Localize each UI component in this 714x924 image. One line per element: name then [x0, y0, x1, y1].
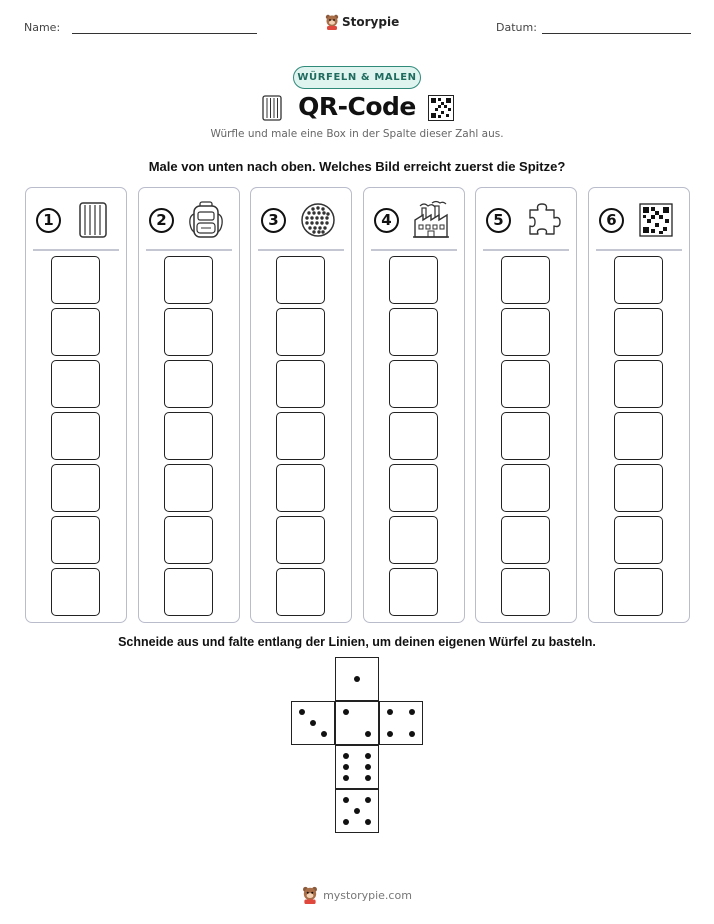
paint-box[interactable]	[164, 308, 213, 356]
paint-box[interactable]	[389, 516, 438, 564]
footer-url[interactable]: mystorypie.com	[323, 888, 412, 902]
instruction-text: Male von unten nach oben. Welches Bild erreicht zuerst die Spitze?	[148, 159, 566, 174]
column-number: 2	[149, 208, 174, 233]
backpack-icon	[187, 200, 225, 240]
paint-box[interactable]	[276, 308, 325, 356]
die-face-1	[335, 657, 379, 701]
paint-box[interactable]	[501, 464, 550, 512]
die-pip	[365, 819, 371, 825]
paint-box[interactable]	[51, 256, 100, 304]
column-number: 5	[486, 208, 511, 233]
date-line[interactable]	[542, 33, 691, 34]
paint-box[interactable]	[389, 568, 438, 616]
paint-box[interactable]	[501, 412, 550, 460]
paint-box[interactable]	[614, 568, 663, 616]
column-2	[138, 187, 240, 623]
column-header	[589, 188, 689, 250]
die-pip	[343, 764, 349, 770]
column-1	[25, 187, 127, 623]
page-title: QR-Code	[298, 92, 416, 121]
column-header	[476, 188, 576, 250]
column-divider	[146, 249, 232, 251]
paint-box[interactable]	[51, 568, 100, 616]
paint-box[interactable]	[51, 308, 100, 356]
column-header	[139, 188, 239, 250]
rolled-paper-icon	[74, 200, 112, 240]
factory-icon	[412, 200, 450, 240]
column-header	[364, 188, 464, 250]
paint-box[interactable]	[614, 516, 663, 564]
cut-instruction: Schneide aus und falte entlang der Linien, um deinen eigenen Würfel zu basteln.	[118, 635, 596, 649]
paint-box[interactable]	[614, 412, 663, 460]
paint-box[interactable]	[614, 464, 663, 512]
paint-box[interactable]	[276, 256, 325, 304]
paint-box[interactable]	[51, 360, 100, 408]
column-number: 3	[261, 208, 286, 233]
paint-box[interactable]	[501, 308, 550, 356]
paint-box[interactable]	[276, 464, 325, 512]
column-divider	[371, 249, 457, 251]
qr-code-icon	[637, 200, 675, 240]
die-pip	[343, 819, 349, 825]
paint-box[interactable]	[276, 412, 325, 460]
paint-box[interactable]	[51, 516, 100, 564]
name-label: Name:	[24, 21, 61, 34]
paint-box[interactable]	[501, 568, 550, 616]
dotted-circle-icon	[299, 200, 337, 240]
column-divider	[483, 249, 569, 251]
paint-box[interactable]	[389, 412, 438, 460]
paint-box[interactable]	[164, 568, 213, 616]
column-6	[588, 187, 690, 623]
column-number: 1	[36, 208, 61, 233]
column-header	[251, 188, 351, 250]
die-pip	[387, 709, 393, 715]
paint-box[interactable]	[276, 360, 325, 408]
paint-box[interactable]	[501, 516, 550, 564]
die-pip	[409, 731, 415, 737]
die-pip	[354, 808, 360, 814]
die-face-5	[335, 789, 379, 833]
die-pip	[299, 709, 305, 715]
column-divider	[33, 249, 119, 251]
column-divider	[258, 249, 344, 251]
puzzle-piece-icon	[524, 200, 562, 240]
die-pip	[365, 731, 371, 737]
paint-box[interactable]	[614, 256, 663, 304]
paint-box[interactable]	[276, 516, 325, 564]
column-5	[475, 187, 577, 623]
bear-mascot-icon	[325, 14, 339, 30]
die-pip	[387, 731, 393, 737]
bear-mascot-icon	[302, 886, 318, 904]
die-pip	[343, 775, 349, 781]
paint-box[interactable]	[501, 256, 550, 304]
column-header	[26, 188, 126, 250]
category-badge: WÜRFELN & MALEN	[293, 66, 421, 89]
paint-box[interactable]	[389, 464, 438, 512]
die-pip	[310, 720, 316, 726]
paint-box[interactable]	[614, 360, 663, 408]
die-pip	[354, 676, 360, 682]
paint-box[interactable]	[164, 256, 213, 304]
die-pip	[321, 731, 327, 737]
subtitle: Würfle und male eine Box in der Spalte dieser Zahl aus.	[210, 128, 504, 140]
die-face-4	[379, 701, 423, 745]
die-face-6	[335, 745, 379, 789]
paint-box[interactable]	[164, 516, 213, 564]
paint-box[interactable]	[389, 256, 438, 304]
qr-code-icon	[428, 95, 454, 126]
date-label: Datum:	[496, 21, 537, 34]
die-pip	[365, 753, 371, 759]
die-pip	[409, 709, 415, 715]
die-pip	[365, 797, 371, 803]
paint-box[interactable]	[51, 412, 100, 460]
column-number: 6	[599, 208, 624, 233]
die-face-2	[335, 701, 379, 745]
column-3	[250, 187, 352, 623]
brand-logo	[325, 14, 399, 30]
paint-box[interactable]	[276, 568, 325, 616]
name-line[interactable]	[72, 33, 257, 34]
die-pip	[365, 764, 371, 770]
paint-box[interactable]	[164, 464, 213, 512]
paint-box[interactable]	[501, 360, 550, 408]
column-number: 4	[374, 208, 399, 233]
die-pip	[343, 709, 349, 715]
brand-name: Storypie	[342, 15, 400, 29]
paint-box[interactable]	[164, 412, 213, 460]
column-divider	[596, 249, 682, 251]
die-pip	[343, 753, 349, 759]
die-face-3	[291, 701, 335, 745]
die-pip	[365, 775, 371, 781]
paint-box[interactable]	[389, 360, 438, 408]
paint-box[interactable]	[389, 308, 438, 356]
footer	[0, 886, 714, 904]
paint-box[interactable]	[614, 308, 663, 356]
column-4	[363, 187, 465, 623]
die-pip	[343, 797, 349, 803]
paint-box[interactable]	[51, 464, 100, 512]
paint-box[interactable]	[164, 360, 213, 408]
